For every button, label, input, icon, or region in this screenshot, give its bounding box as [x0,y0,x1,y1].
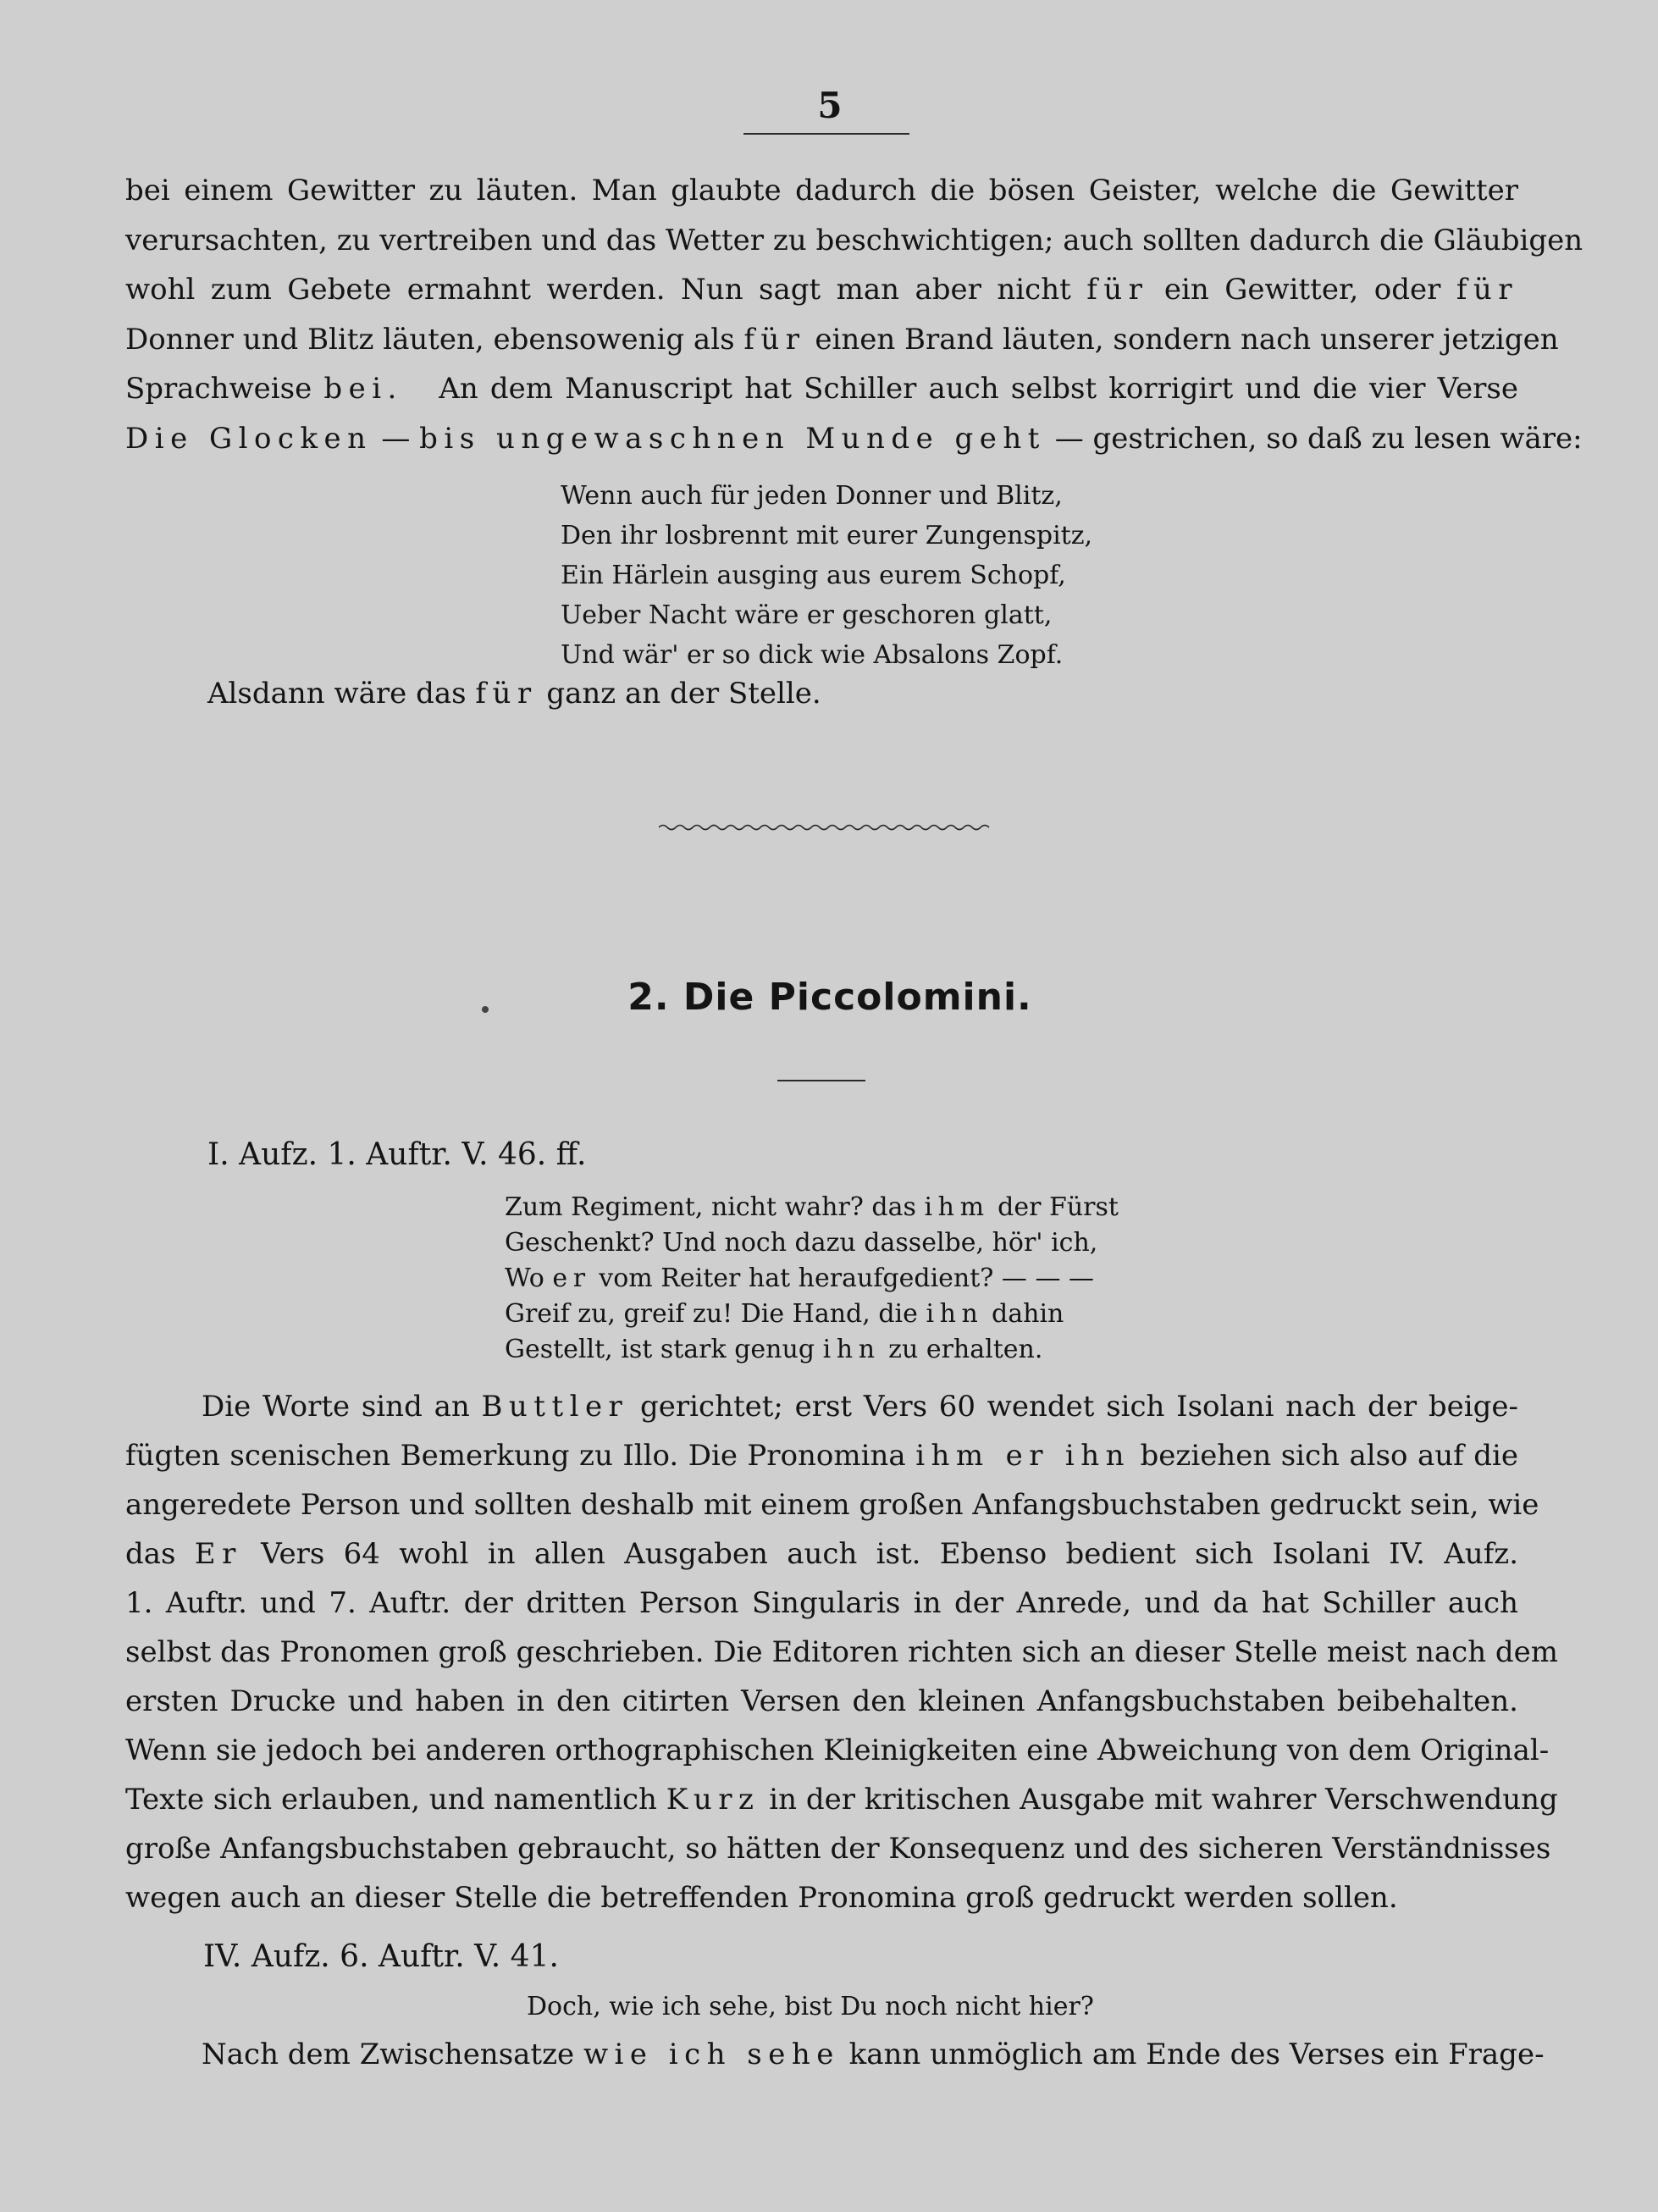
text-line: Texte sich erlauben, und namentlich Kurz in der kritischen Ausgabe mit wahrer Verschwendung [125,1783,1558,1817]
verse-line: Geschenkt? Und noch dazu dasselbe, hör' ich, [505,1228,1098,1258]
spaced-phrase: wie ich sehe [583,2038,840,2071]
spaced-word: für [1456,273,1518,307]
text-line: fügten scenischen Bemerkung zu Illo. Die Pronomina ihm er ihn beziehen sich also auf die [125,1439,1519,1473]
verse-line: Greif zu, greif zu! Die Hand, die ihn dahin [505,1299,1064,1329]
spaced-phrase: ihm er ihn [915,1439,1131,1473]
text-line: wohl zum Gebete ermahnt werden. Nun sagt man aber nicht für ein Gewitter, oder für [125,273,1518,307]
spaced-word: bei. [323,372,403,406]
verse-line: Den ihr losbrennt mit eurer Zungenspitz, [561,521,1093,550]
discussion-paragraph [125,1382,1559,1922]
title-rule [777,1080,865,1081]
page-number: 5 [817,85,843,126]
reference-act1: I. Aufz. 1. Auftr. V. 46. ff. [207,1137,587,1172]
text-line: wegen auch an dieser Stelle die betreffenden Pronomina groß gedruckt werden sollen. [125,1881,1398,1915]
spaced-word: Buttler [481,1390,629,1424]
spaced-phrase: bis ungewaschnen Munde geht [419,421,1046,456]
section-title: 2. Die Piccolomini. [627,976,1032,1019]
intro-paragraph [125,166,1583,463]
text-line: Die Glocken — bis ungewaschnen Munde geht — gestrichen, so daß zu lesen wäre: [125,421,1583,456]
text-line: Donner und Blitz läuten, ebensowenig als für einen Brand läuten, sondern nach unserer jetzigen [125,322,1559,357]
spaced-phrase: Die Glocken [125,421,373,456]
spaced-word: Kurz [666,1783,760,1817]
title-dot [482,1006,489,1013]
text-line: verursachten, zu vertreiben und das Wetter zu beschwichtigen; auch sollten dadurch die Gläubigen [125,223,1583,257]
text-line: das Er Vers 64 wohl in allen Ausgaben auch ist. Ebenso bedient sich Isolani IV. Aufz. [125,1537,1518,1571]
text-line: selbst das Pronomen groß geschrieben. Die Editoren richten sich an dieser Stelle meist nach dem [125,1635,1559,1669]
verse-line: Wo er vom Reiter hat heraufgedient? — — — [505,1264,1094,1293]
text-line: ersten Drucke und haben in den citirten Versen den kleinen Anfangsbuchstaben beibehalten. [125,1684,1518,1718]
final-paragraph [125,2030,1545,2080]
verse-line: Und wär' er so dick wie Absalons Zopf. [561,640,1064,670]
text-line: Die Worte sind an Buttler gerichtet; erst Vers 60 wendet sich Isolani nach der beige- [202,1390,1519,1424]
text-line: 1. Auftr. und 7. Auftr. der dritten Person Singularis in der Anrede, und da hat Schiller auch [125,1586,1518,1620]
verse-line: Gestellt, ist stark genug ihn zu erhalten. [505,1335,1043,1364]
page-number-rule [743,133,909,135]
text-line: Wenn sie jedoch bei anderen orthographischen Kleinigkeiten eine Abweichung von dem Original- [125,1734,1550,1767]
text-line: Nach dem Zwischensatze wie ich sehe kann unmöglich am Ende des Verses ein Frage- [202,2038,1545,2071]
text-line: bei einem Gewitter zu läuten. Man glaubte dadurch die bösen Geister, welche die Gewitter [125,174,1518,207]
wavy-separator [659,821,993,833]
verse-line: Zum Regiment, nicht wahr? das ihm der Fürst [505,1192,1119,1222]
spaced-word: für [743,322,806,357]
verse-block-piccolomini [505,1190,1119,1368]
verse-block-glocke [561,476,1092,675]
text-line: große Anfangsbuchstaben gebraucht, so hätten der Konsequenz und des sicheren Verständnisses [125,1832,1551,1866]
text-line: angeredete Person und sollten deshalb mit einem großen Anfangsbuchstaben gedruckt sein, wie [125,1488,1539,1522]
verse-single: Doch, wie ich sehe, bist Du noch nicht hier? [527,1992,1094,2021]
verse-line: Ein Härlein ausging aus eurem Schopf, [561,561,1066,590]
spaced-word: für [1086,273,1149,307]
verse-line: Wenn auch für jeden Donner und Blitz, [561,481,1063,511]
text-line: Sprachweise bei. An dem Manuscript hat Schiller auch selbst korrigirt und die vier Verse [125,372,1518,406]
spaced-word: für [475,677,538,711]
conclusion-line: Alsdann wäre das für ganz an der Stelle. [207,677,821,711]
reference-act4: IV. Aufz. 6. Auftr. V. 41. [203,1939,559,1974]
verse-line: Ueber Nacht wäre er geschoren glatt, [561,600,1053,630]
spaced-word: Er [194,1537,242,1571]
